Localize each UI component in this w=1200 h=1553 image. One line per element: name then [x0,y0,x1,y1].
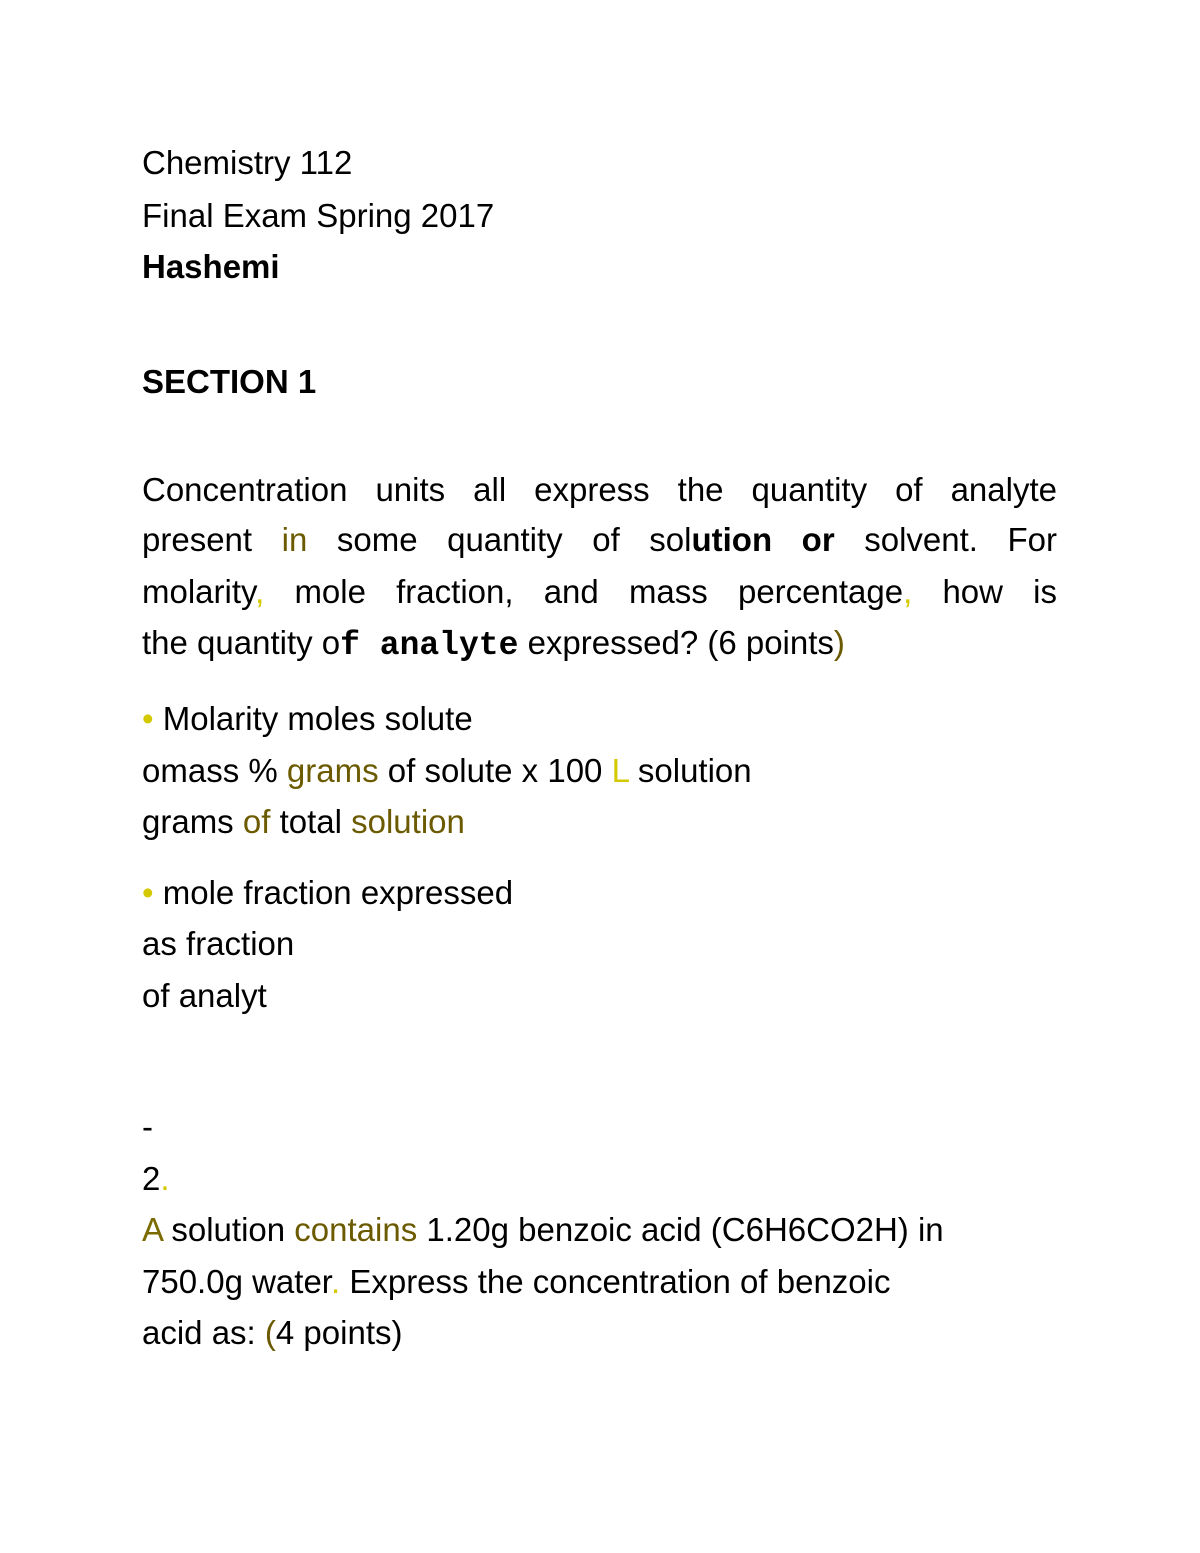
q2-l3-b: ( [264,1314,276,1351]
a1-l3-b: of [242,803,271,840]
bullet-icon: • [142,700,154,737]
a1-l2-e: solution [637,752,752,789]
question1-line2 [142,520,1057,560]
answer1-line3 [142,802,465,842]
q2-l2-c: Express the concentration of benzoic [349,1263,891,1300]
q1-l4-d: ) [833,624,845,661]
q1-l2-d: ution or [691,521,835,558]
answer1-line2 [142,751,752,791]
q2-period: . [160,1160,170,1197]
q1-l3-d: , [903,573,913,610]
a1-l1-text: Molarity moles solute [162,700,473,737]
q2-l1-b: solution [171,1211,286,1248]
question2-line2 [142,1262,890,1302]
q1-l4-c: expressed? (6 points [527,624,834,661]
q1-l2-c: some quantity of sol [336,521,692,558]
course-title: Chemistry 112 [142,144,353,181]
q1-l4-b: f analyte [340,627,519,664]
q1-l4-a: the quantity o [142,624,341,661]
section-heading: SECTION 1 [142,363,317,400]
q2-l3-a: acid as: [142,1314,256,1351]
q1-l2-a: present [142,521,253,558]
a1-l3-a: grams [142,803,234,840]
a1-l2-d: L [611,752,629,789]
instructor-name: Hashemi [142,248,280,285]
a1-l3-c: total [279,803,342,840]
q1-l3-c: mole fraction, and mass percentage [294,573,904,610]
q2-number: 2 [142,1160,161,1197]
answer1-line6: of analyt [142,977,267,1014]
exam-title: Final Exam Spring 2017 [142,197,495,234]
a1-l2-c: of solute x 100 [387,752,603,789]
q2-l1-d: 1 [426,1211,445,1248]
q1-l3-b: , [255,573,265,610]
a1-l2-b: grams [286,752,379,789]
question2-number [142,1159,170,1199]
q1-l2-b: in [281,521,308,558]
question1-line1: Concentration units all express the quantity of analyte [142,471,1057,508]
question2-dash: - [142,1108,153,1145]
answer1-line1 [142,699,473,739]
question2-line1 [142,1210,944,1250]
question2-line3 [142,1313,402,1353]
a1-l3-d: solution [351,803,465,840]
answer1-line4 [142,873,513,913]
question1-line4 [142,623,845,666]
q2-l2-b: . [330,1263,341,1300]
q2-l1-a: A [142,1211,163,1248]
q1-l3-a: molarity [142,573,256,610]
question1-line3 [142,572,1057,612]
answer1-line5: as fraction [142,925,295,962]
q2-l1-c: contains [294,1211,418,1248]
q2-l3-c: 4 points) [275,1314,403,1351]
bullet-icon: • [142,874,154,911]
q1-l2-e: solvent. For [864,521,1057,558]
a1-l2-a: omass % [142,752,278,789]
q1-l3-e: how is [942,573,1057,610]
a1-l4-text: mole fraction expressed [162,874,514,911]
q2-l2-a: 750.0g water [142,1263,331,1300]
q2-l1-e: .20g benzoic acid (C6H6CO2H) in [444,1211,944,1248]
